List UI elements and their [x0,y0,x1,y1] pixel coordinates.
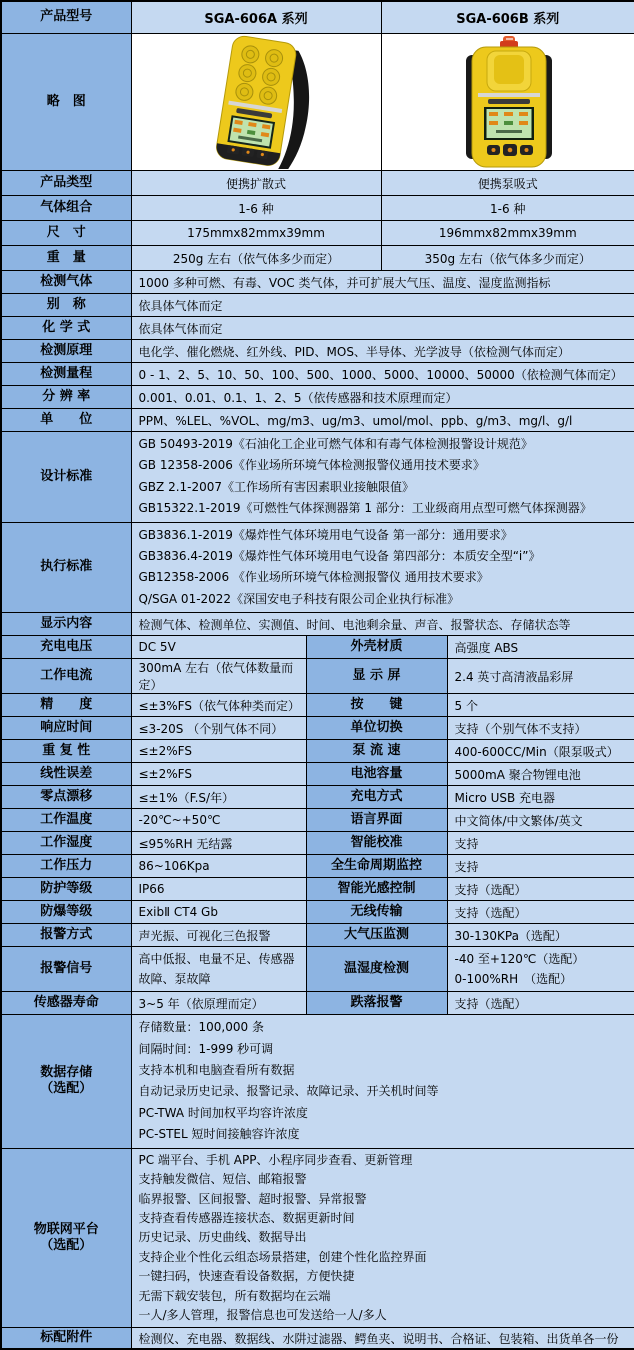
iot-platform-line: 支持企业个性化云组态场景搭建，创建个性化监控界面 [139,1248,628,1267]
protection-rating-value: IP66 [131,878,306,901]
row-weight [1,246,634,271]
alarm-signal-label: 报警信号 [1,947,131,992]
row-response-unitswitch [1,717,634,740]
alias-label: 别 称 [1,294,131,317]
sketch-row [1,34,634,171]
row-charge-voltage-shell [1,636,634,659]
zero-drift-label: 零点漂移 [1,786,131,809]
light-sense-value: 支持（选配） [447,878,634,901]
working-temperature-value: -20℃~+50℃ [131,809,306,832]
battery-capacity-label: 电池容量 [306,763,447,786]
data-storage-label-line: （选配） [3,1081,130,1097]
working-humidity-label: 工作湿度 [1,832,131,855]
shell-material-label: 外壳材质 [306,636,447,659]
data-storage-line: 支持本机和电脑查看所有数据 [139,1060,628,1081]
protection-rating-label: 防护等级 [1,878,131,901]
series-b-header: SGA-606B 系列 [381,1,634,34]
iot-platform-label-line: 物联网平台 [3,1222,130,1238]
exec-standard-value [131,522,634,613]
detected-gases-label: 检测气体 [1,271,131,294]
alarm-mode-label: 报警方式 [1,924,131,947]
iot-platform-line: 历史记录、历史曲线、数据导出 [139,1228,628,1247]
row-humidity-calibration [1,832,634,855]
dimensions-b: 196mmx82mmx39mm [381,221,634,246]
alarm-mode-value: 声光振、可视化三色报警 [131,924,306,947]
row-alarmsignal-temphumidity [1,947,634,992]
working-humidity-value: ≤95%RH 无结露 [131,832,306,855]
iot-platform-line: 支持查看传感器连接状态、数据更新时间 [139,1209,628,1228]
sensor-life-label: 传感器寿命 [1,992,131,1015]
barometric-value: 30-130KPa（选配） [447,924,634,947]
unit-switch-label: 单位切换 [306,717,447,740]
accessories-value: 检测仪、充电器、数据线、水阱过滤器、鳄鱼夹、说明书、合格证、包装箱、出货单各一份 [131,1328,634,1350]
row-iot-platform [1,1148,634,1328]
design-standard-line: GBZ 2.1-2007《工作场所有害因素职业接触限值》 [139,477,628,498]
zero-drift-value: ≤±1%（F.S/年） [131,786,306,809]
iot-platform-line: PC 端平台、手机 APP、小程序同步查看、更新管理 [139,1151,628,1170]
row-accuracy-keys [1,694,634,717]
charging-method-value: Micro USB 充电器 [447,786,634,809]
row-exec-standard [1,522,634,613]
display-screen-label: 显 示 屏 [306,659,447,694]
accessories-label: 标配附件 [1,1328,131,1350]
pump-flow-label: 泵 流 速 [306,740,447,763]
dimensions-label: 尺 寸 [1,221,131,246]
data-storage-line: 存储数量：100,000 条 [139,1017,628,1038]
product-type-label: 产品类型 [1,171,131,196]
header-row [1,1,634,34]
device-b-image [382,35,634,169]
exec-standard-line: GB3836.1-2019《爆炸性气体环境用电气设备 第一部分：通用要求》 [139,525,628,546]
light-sense-label: 智能光感控制 [306,878,447,901]
design-standard-line: GB 12358-2006《作业场所环境气体检测报警仪通用技术要求》 [139,455,628,476]
iot-platform-line: 支持触发微信、短信、邮箱报警 [139,1170,628,1189]
resolution-label: 分 辨 率 [1,386,131,409]
resolution-value: 0.001、0.01、0.1、1、2、5（依传感器和技术原理而定） [131,386,634,409]
accuracy-value: ≤±3%FS（依气体种类而定） [131,694,306,717]
row-data-storage [1,1015,634,1148]
detected-gases-value: 1000 多种可燃、有毒、VOC 类气体，并可扩展大气压、温度、湿度监测指标 [131,271,634,294]
exec-standard-label: 执行标准 [1,522,131,613]
iot-platform-line: 临界报警、区间报警、超时报警、异常报警 [139,1190,628,1209]
exec-standard-line: GB12358-2006 《作业场所环境气体检测报警仪 通用技术要求》 [139,567,628,588]
temp-humidity-label: 温湿度检测 [306,947,447,992]
gas-combination-a: 1-6 种 [131,196,381,221]
design-standard-value [131,432,634,523]
explosion-proof-value: ExibⅡ CT4 Gb [131,901,306,924]
row-units [1,409,634,432]
gas-combination-label: 气体组合 [1,196,131,221]
row-temp-language [1,809,634,832]
row-repeatability-pumpflow [1,740,634,763]
wireless-label: 无线传输 [306,901,447,924]
detection-range-value: 0 - 1、2、5、10、50、100、500、1000、5000、10000、50000（依检测气体而定） [131,363,634,386]
gas-combination-b: 1-6 种 [381,196,634,221]
product-type-a: 便携扩散式 [131,171,381,196]
data-storage-label [1,1015,131,1148]
exec-standard-line: GB3836.4-2019《爆炸性气体环境用电气设备 第四部分：本质安全型“i”》 [139,546,628,567]
barometric-label: 大气压监测 [306,924,447,947]
row-alias [1,294,634,317]
working-current-label: 工作电流 [1,659,131,694]
detection-range-label: 检测量程 [1,363,131,386]
alarm-signal-value: 高中低报、电量不足、传感器故障、泵故障 [131,947,306,992]
working-temperature-label: 工作温度 [1,809,131,832]
device-a-image-cell [131,34,381,171]
language-value: 中文简体/中文繁体/英文 [447,809,634,832]
temp-humidity-line: -40 至+120℃（选配） [455,949,628,969]
charging-method-label: 充电方式 [306,786,447,809]
temp-humidity-line: 0-100%RH （选配） [455,969,628,989]
temp-humidity-value [447,947,634,992]
data-storage-line: 间隔时间：1-999 秒可调 [139,1039,628,1060]
repeatability-label: 重 复 性 [1,740,131,763]
detection-principle-value: 电化学、催化燃烧、红外线、PID、MOS、半导体、光学波导（依检测气体而定） [131,340,634,363]
detection-principle-label: 检测原理 [1,340,131,363]
product-type-b: 便携泵吸式 [381,171,634,196]
display-content-label: 显示内容 [1,613,131,636]
row-detection-principle [1,340,634,363]
design-standard-label: 设计标准 [1,432,131,523]
iot-platform-line: 一键扫码，快速查看设备数据，方便快捷 [139,1267,628,1286]
unit-switch-value: 支持（个别气体不支持） [447,717,634,740]
alias-value: 依具体气体而定 [131,294,634,317]
row-explosion-wireless [1,901,634,924]
iot-platform-label-line: （选配） [3,1238,130,1254]
design-standard-line: GB15322.1-2019《可燃性气体探测器第 1 部分：工业级商用点型可燃气体探测器》 [139,498,628,519]
keys-label: 按 键 [306,694,447,717]
linearity-error-value: ≤±2%FS [131,763,306,786]
charge-voltage-label: 充电电压 [1,636,131,659]
display-content-value: 检测气体、检测单位、实测值、时间、电池剩余量、声音、报警状态、存储状态等 [131,613,634,636]
drop-alarm-value: 支持（选配） [447,992,634,1015]
row-design-standard [1,432,634,523]
weight-label: 重 量 [1,246,131,271]
row-linearity-battery [1,763,634,786]
product-model-header: 产品型号 [1,1,131,34]
device-b-image-cell [381,34,634,171]
data-storage-line: PC-TWA 时间加权平均容许浓度 [139,1103,628,1124]
row-display-content [1,613,634,636]
drop-alarm-label: 跌落报警 [306,992,447,1015]
units-value: PPM、%LEL、%VOL、mg/m3、ug/m3、umol/mol、ppb、g/m3、mg/l、g/l [131,409,634,432]
linearity-error-label: 线性误差 [1,763,131,786]
row-chemical-formula [1,317,634,340]
sensor-life-value: 3~5 年（依原理而定） [131,992,306,1015]
sketch-label: 略 图 [1,34,131,171]
explosion-proof-label: 防爆等级 [1,901,131,924]
chemical-formula-label: 化 学 式 [1,317,131,340]
row-dimensions [1,221,634,246]
row-sensorlife-dropalarm [1,992,634,1015]
row-product-type [1,171,634,196]
row-pressure-lifecycle [1,855,634,878]
pump-flow-value: 400-600CC/Min（限泵吸式） [447,740,634,763]
data-storage-line: 自动记录历史记录、报警记录、故障记录、开关机时间等 [139,1081,628,1102]
keys-value: 5 个 [447,694,634,717]
battery-capacity-value: 5000mA 聚合物锂电池 [447,763,634,786]
response-time-label: 响应时间 [1,717,131,740]
iot-platform-label [1,1148,131,1328]
weight-a: 250g 左右（依气体多少而定） [131,246,381,271]
iot-platform-value [131,1148,634,1328]
iot-platform-line: 无需下载安装包，所有数据均在云端 [139,1287,628,1306]
language-label: 语言界面 [306,809,447,832]
row-detected-gases [1,271,634,294]
data-storage-value [131,1015,634,1148]
row-accessories [1,1328,634,1350]
wireless-value: 支持（选配） [447,901,634,924]
row-current-screen [1,659,634,694]
working-pressure-label: 工作压力 [1,855,131,878]
lifecycle-monitor-label: 全生命周期监控 [306,855,447,878]
working-current-value: 300mA 左右（依气体数量而定） [131,659,306,694]
row-resolution [1,386,634,409]
repeatability-value: ≤±2%FS [131,740,306,763]
smart-calibration-value: 支持 [447,832,634,855]
dimensions-a: 175mmx82mmx39mm [131,221,381,246]
iot-platform-line: 一人/多人管理，报警信息也可发送给一人/多人 [139,1306,628,1325]
smart-calibration-label: 智能校准 [306,832,447,855]
design-standard-line: GB 50493-2019《石油化工企业可燃气体和有毒气体检测报警设计规范》 [139,434,628,455]
data-storage-line: PC-STEL 短时间接触容许浓度 [139,1124,628,1145]
row-zerodrift-charging [1,786,634,809]
shell-material-value: 高强度 ABS [447,636,634,659]
data-storage-label-line: 数据存储 [3,1065,130,1081]
charge-voltage-value: DC 5V [131,636,306,659]
chemical-formula-value: 依具体气体而定 [131,317,634,340]
working-pressure-value: 86~106Kpa [131,855,306,878]
row-gas-combination [1,196,634,221]
row-protection-lightsense [1,878,634,901]
row-detection-range [1,363,634,386]
lifecycle-monitor-value: 支持 [447,855,634,878]
units-label: 单 位 [1,409,131,432]
row-alarmmode-barometric [1,924,634,947]
accuracy-label: 精 度 [1,694,131,717]
response-time-value: ≤3-20S （个别气体不同） [131,717,306,740]
series-a-header: SGA-606A 系列 [131,1,381,34]
exec-standard-line: Q/SGA 01-2022《深国安电子科技有限公司企业执行标准》 [139,589,628,610]
weight-b: 350g 左右（依气体多少而定） [381,246,634,271]
display-screen-value: 2.4 英寸高清液晶彩屏 [447,659,634,694]
device-a-image [132,35,382,169]
